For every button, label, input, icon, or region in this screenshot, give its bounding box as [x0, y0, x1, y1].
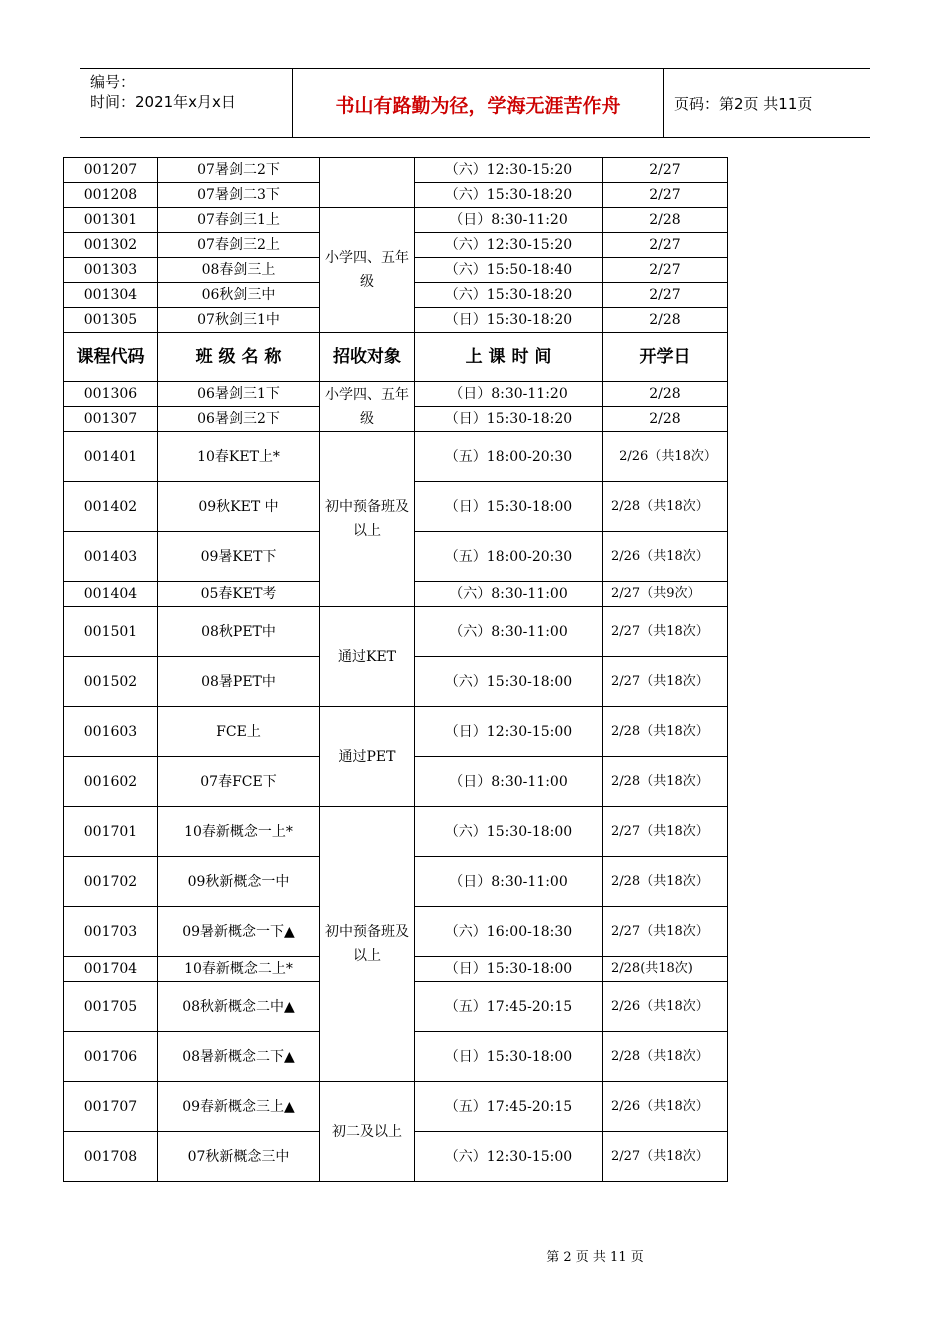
class-time: （日）15:30-18:20 [415, 407, 603, 432]
class-time: （五）18:00-20:30 [415, 532, 603, 582]
class-name: 05春KET考 [158, 582, 320, 607]
class-name: 06秋剑三中 [158, 283, 320, 308]
start-date: 2/27 [603, 183, 728, 208]
course-code: 001208 [64, 183, 158, 208]
class-name: 09秋新概念一中 [158, 857, 320, 907]
table-row [64, 208, 728, 233]
class-time: （日）15:30-18:20 [415, 308, 603, 333]
course-code: 001704 [64, 957, 158, 982]
target-audience: 通过PET [320, 707, 415, 807]
class-name: 10春新概念一上* [158, 807, 320, 857]
class-time: （日）8:30-11:00 [415, 857, 603, 907]
class-name: 07春剑三2上 [158, 233, 320, 258]
start-date: 2/27（共18次） [603, 907, 728, 957]
start-date: 2/26（共18次） [603, 982, 728, 1032]
class-name: 08春剑三上 [158, 258, 320, 283]
class-name: 06暑剑三2下 [158, 407, 320, 432]
course-code: 001307 [64, 407, 158, 432]
page-header [80, 68, 870, 138]
target-cell-empty [320, 158, 415, 208]
start-date: 2/28（共18次） [603, 707, 728, 757]
class-time: （六）12:30-15:20 [415, 233, 603, 258]
class-name: 08秋新概念二中▲ [158, 982, 320, 1032]
class-time: （六）15:30-18:00 [415, 807, 603, 857]
course-schedule-table [63, 157, 728, 1182]
class-time: （日）8:30-11:20 [415, 208, 603, 233]
class-time: （六）8:30-11:00 [415, 582, 603, 607]
target-audience: 初二及以上 [320, 1082, 415, 1182]
class-name: 07春剑三1上 [158, 208, 320, 233]
start-date: 2/28 [603, 208, 728, 233]
class-name: 09秋KET 中 [158, 482, 320, 532]
column-header: 开学日 [603, 333, 728, 382]
table-row [64, 1082, 728, 1132]
class-time: （六）8:30-11:00 [415, 607, 603, 657]
course-code: 001705 [64, 982, 158, 1032]
class-time: （六）15:30-18:20 [415, 183, 603, 208]
course-code: 001708 [64, 1132, 158, 1182]
table-row [64, 382, 728, 407]
class-time: （五）17:45-20:15 [415, 982, 603, 1032]
course-code: 001602 [64, 757, 158, 807]
class-name: 10春KET上* [158, 432, 320, 482]
time-label: 时间：2021年x月x日 [90, 93, 236, 111]
course-code: 001303 [64, 258, 158, 283]
course-code: 001301 [64, 208, 158, 233]
class-name: 08秋PET中 [158, 607, 320, 657]
class-name: 07春FCE下 [158, 757, 320, 807]
column-header: 课程代码 [64, 333, 158, 382]
column-header: 班 级 名 称 [158, 333, 320, 382]
class-time: （日）15:30-18:00 [415, 957, 603, 982]
class-time: （六）15:30-18:20 [415, 283, 603, 308]
class-name: 06暑剑三1下 [158, 382, 320, 407]
course-code: 001404 [64, 582, 158, 607]
class-time: （六）16:00-18:30 [415, 907, 603, 957]
class-name: 09春新概念三上▲ [158, 1082, 320, 1132]
start-date: 2/28（共18次） [603, 1032, 728, 1082]
start-date: 2/26（共18次） [603, 432, 728, 482]
class-name: FCE上 [158, 707, 320, 757]
column-header: 招收对象 [320, 333, 415, 382]
class-time: （日）8:30-11:20 [415, 382, 603, 407]
course-code: 001403 [64, 532, 158, 582]
start-date: 2/28（共18次） [603, 857, 728, 907]
start-date: 2/26（共18次） [603, 532, 728, 582]
class-name: 08暑PET中 [158, 657, 320, 707]
class-name: 07秋新概念三中 [158, 1132, 320, 1182]
start-date: 2/27 [603, 233, 728, 258]
header-meta [80, 69, 293, 137]
start-date: 2/27（共9次） [603, 582, 728, 607]
course-code: 001305 [64, 308, 158, 333]
target-audience: 小学四、五年级 [320, 208, 415, 333]
course-code: 001703 [64, 907, 158, 957]
start-date: 2/27（共18次） [603, 657, 728, 707]
start-date: 2/27（共18次） [603, 1132, 728, 1182]
class-name: 09暑新概念一下▲ [158, 907, 320, 957]
start-date: 2/28（共18次） [603, 482, 728, 532]
class-time: （六）12:30-15:20 [415, 158, 603, 183]
target-audience: 通过KET [320, 607, 415, 707]
table-row [64, 158, 728, 183]
course-code: 001706 [64, 1032, 158, 1082]
course-code: 001401 [64, 432, 158, 482]
table-row [64, 607, 728, 657]
course-code: 001306 [64, 382, 158, 407]
table-row [64, 707, 728, 757]
class-name: 07暑剑二3下 [158, 183, 320, 208]
class-time: （五）18:00-20:30 [415, 432, 603, 482]
class-name: 09暑KET下 [158, 532, 320, 582]
class-time: （六）15:30-18:00 [415, 657, 603, 707]
course-code: 001603 [64, 707, 158, 757]
table-row [64, 432, 728, 482]
class-name: 07暑剑二2下 [158, 158, 320, 183]
class-name: 10春新概念二上* [158, 957, 320, 982]
course-code: 001302 [64, 233, 158, 258]
header-motto: 书山有路勤为径，学海无涯苦作舟 [293, 69, 664, 137]
start-date: 2/28 [603, 407, 728, 432]
start-date: 2/26（共18次） [603, 1082, 728, 1132]
start-date: 2/28 [603, 382, 728, 407]
target-audience: 初中预备班及以上 [320, 432, 415, 607]
class-time: （日）15:30-18:00 [415, 482, 603, 532]
page-number-label: 页码：第2页 共11页 [674, 94, 813, 113]
class-name: 07秋剑三1中 [158, 308, 320, 333]
target-audience: 小学四、五年级 [320, 382, 415, 432]
class-time: （日）12:30-15:00 [415, 707, 603, 757]
class-time: （日）15:30-18:00 [415, 1032, 603, 1082]
class-name: 08暑新概念二下▲ [158, 1032, 320, 1082]
class-time: （六）15:50-18:40 [415, 258, 603, 283]
start-date: 2/28（共18次） [603, 757, 728, 807]
class-time: （日）8:30-11:00 [415, 757, 603, 807]
table-row [64, 333, 728, 382]
course-code: 001707 [64, 1082, 158, 1132]
start-date: 2/28(共18次) [603, 957, 728, 982]
start-date: 2/27（共18次） [603, 807, 728, 857]
start-date: 2/28 [603, 308, 728, 333]
start-date: 2/27 [603, 158, 728, 183]
number-label: 编号： [90, 73, 136, 91]
start-date: 2/27 [603, 283, 728, 308]
course-code: 001702 [64, 857, 158, 907]
start-date: 2/27 [603, 258, 728, 283]
course-code: 001304 [64, 283, 158, 308]
course-code: 001502 [64, 657, 158, 707]
target-audience: 初中预备班及以上 [320, 807, 415, 1082]
course-code: 001701 [64, 807, 158, 857]
course-code: 001207 [64, 158, 158, 183]
column-header: 上 课 时 间 [415, 333, 603, 382]
course-code: 001501 [64, 607, 158, 657]
start-date: 2/27（共18次） [603, 607, 728, 657]
class-time: （六）12:30-15:00 [415, 1132, 603, 1182]
class-time: （五）17:45-20:15 [415, 1082, 603, 1132]
table-row [64, 807, 728, 857]
course-code: 001402 [64, 482, 158, 532]
page-footer: 第 2 页 共 11 页 [546, 1250, 644, 1265]
